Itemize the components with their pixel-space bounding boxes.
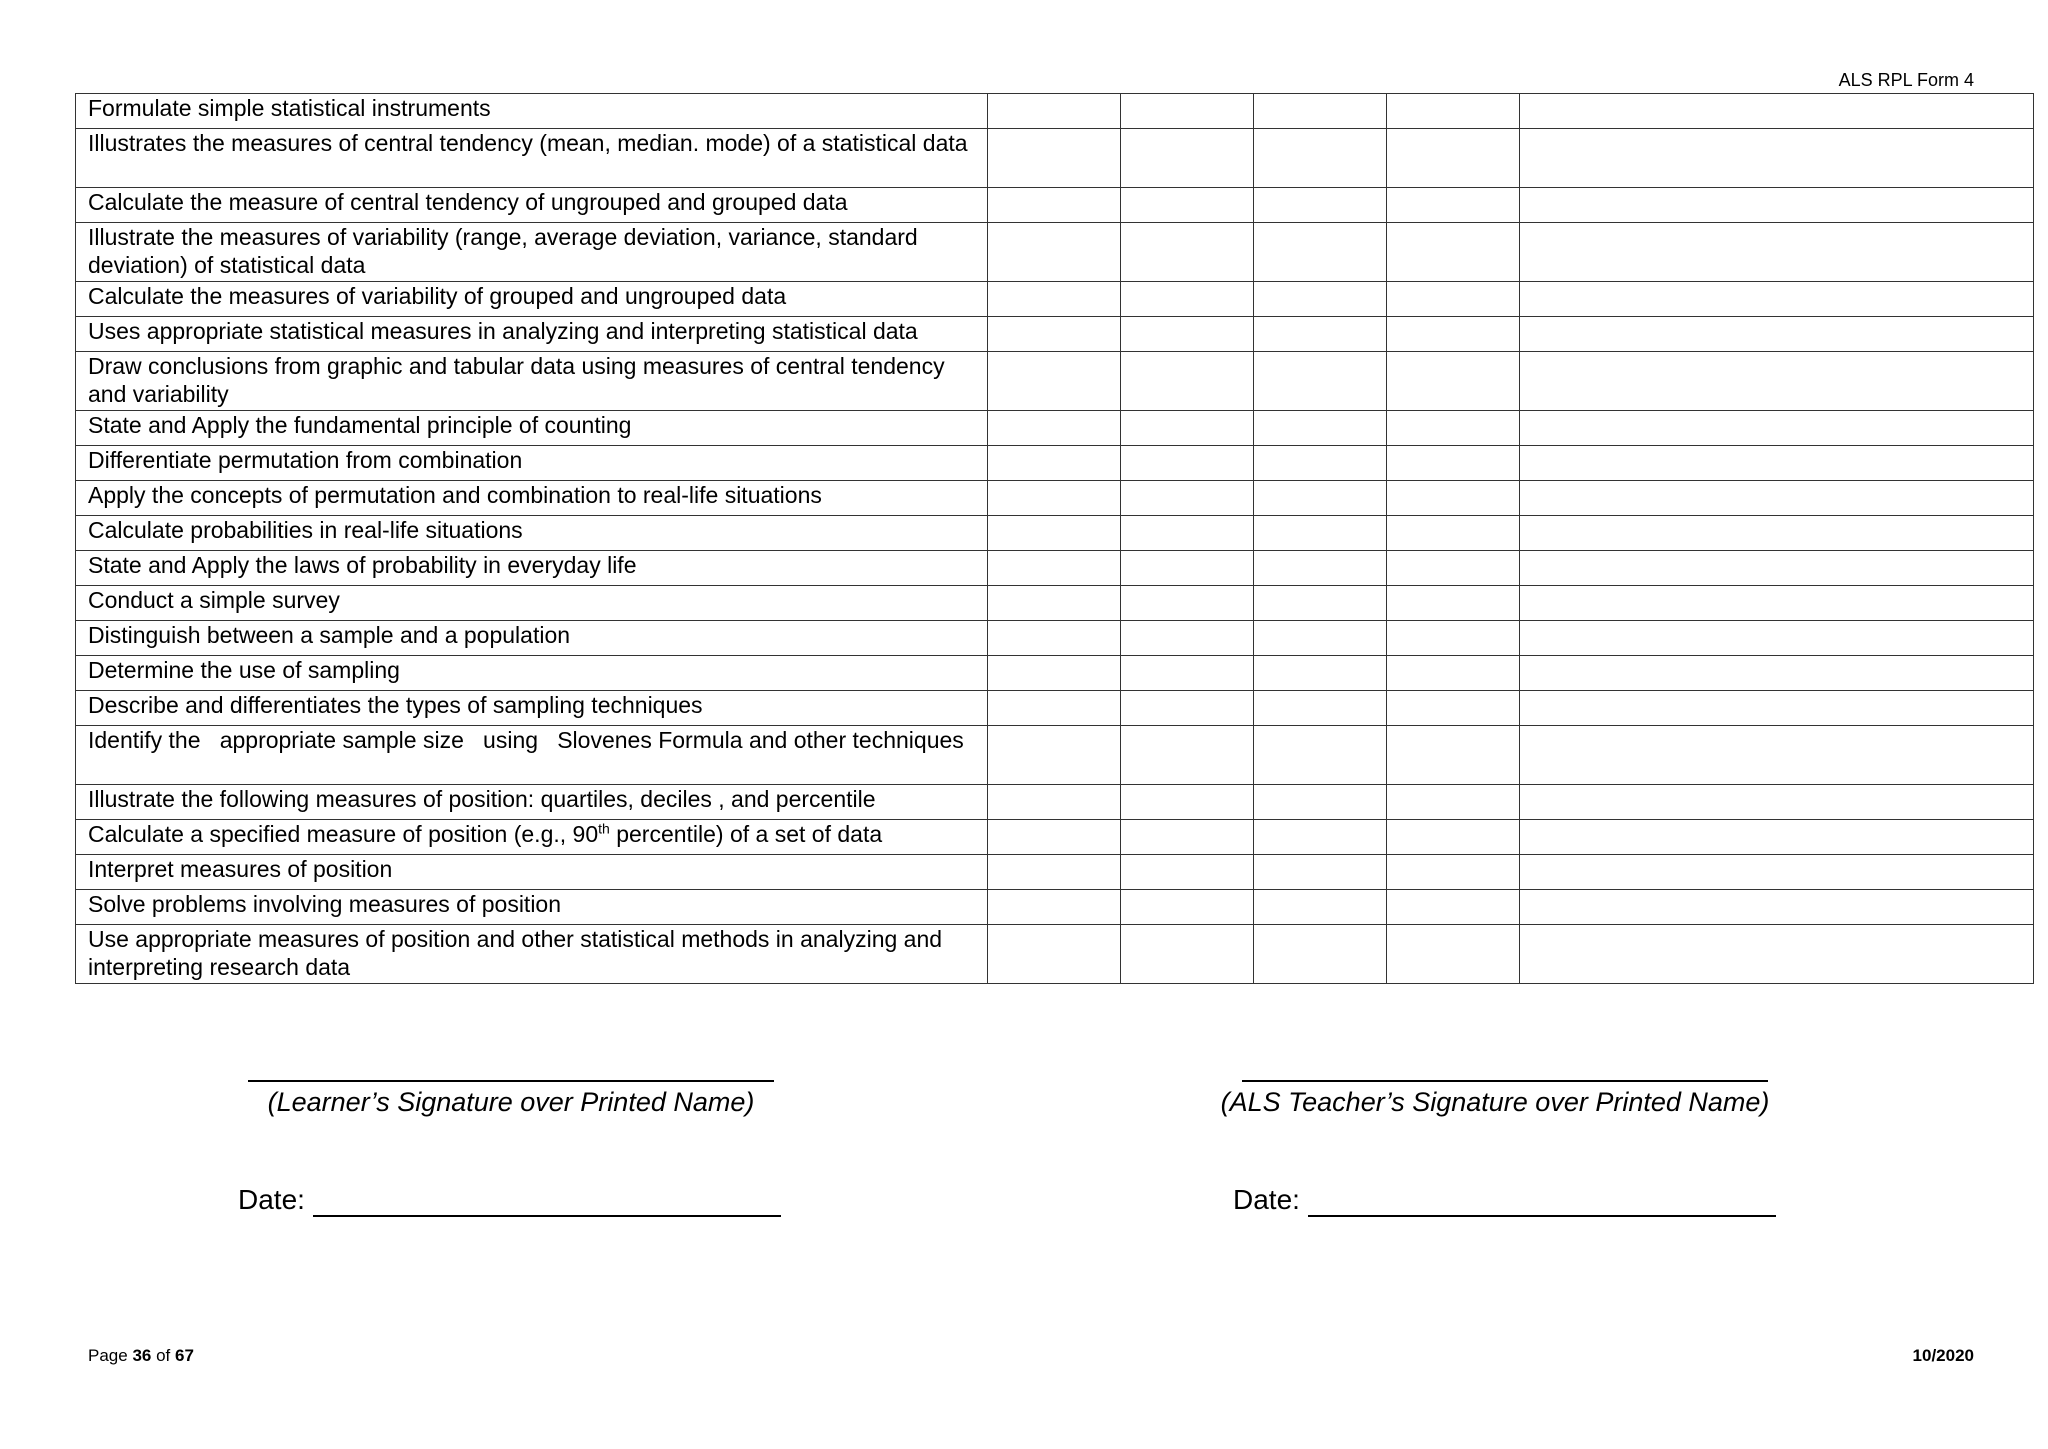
checklist-cell[interactable] bbox=[988, 317, 1121, 352]
checklist-cell[interactable] bbox=[1254, 820, 1387, 855]
checklist-cell[interactable] bbox=[1121, 820, 1254, 855]
checklist-cell[interactable] bbox=[1121, 129, 1254, 188]
remarks-cell[interactable] bbox=[1520, 586, 2034, 621]
checklist-cell[interactable] bbox=[1254, 656, 1387, 691]
checklist-cell[interactable] bbox=[1254, 516, 1387, 551]
learner-signature-line[interactable] bbox=[248, 1080, 774, 1082]
checklist-cell[interactable] bbox=[1254, 317, 1387, 352]
teacher-signature-caption: (ALS Teacher’s Signature over Printed Name) bbox=[1220, 1087, 1770, 1117]
checklist-cell[interactable] bbox=[988, 855, 1121, 890]
checklist-cell[interactable] bbox=[1121, 785, 1254, 820]
checklist-cell[interactable] bbox=[1121, 691, 1254, 726]
checklist-cell[interactable] bbox=[1387, 94, 1520, 129]
checklist-cell[interactable] bbox=[1121, 586, 1254, 621]
table-row bbox=[76, 691, 2034, 726]
competency-text: Apply the concepts of permutation and combination to real-life situations bbox=[76, 481, 988, 516]
table-row bbox=[76, 317, 2034, 352]
competency-text: Describe and differentiates the types of sampling techniques bbox=[76, 691, 988, 726]
table-row bbox=[76, 656, 2034, 691]
checklist-cell[interactable] bbox=[1254, 726, 1387, 785]
remarks-cell[interactable] bbox=[1520, 621, 2034, 656]
learner-date-row bbox=[238, 1183, 781, 1217]
checklist-cell[interactable] bbox=[1387, 352, 1520, 411]
checklist-cell[interactable] bbox=[1387, 129, 1520, 188]
checklist-cell[interactable] bbox=[1121, 188, 1254, 223]
remarks-cell[interactable] bbox=[1520, 785, 2034, 820]
checklist-cell[interactable] bbox=[988, 586, 1121, 621]
competency-text: Distinguish between a sample and a population bbox=[76, 621, 988, 656]
checklist-cell[interactable] bbox=[1121, 352, 1254, 411]
table-row bbox=[76, 586, 2034, 621]
competency-text: State and Apply the fundamental principle of counting bbox=[76, 411, 988, 446]
checklist-cell[interactable] bbox=[988, 691, 1121, 726]
competency-text: Identify the appropriate sample size using Slovenes Formula and other techniques bbox=[76, 726, 988, 785]
checklist-cell[interactable] bbox=[1121, 481, 1254, 516]
remarks-cell[interactable] bbox=[1520, 446, 2034, 481]
table-row bbox=[76, 481, 2034, 516]
checklist-cell[interactable] bbox=[1387, 691, 1520, 726]
checklist-cell[interactable] bbox=[1254, 785, 1387, 820]
checklist-cell[interactable] bbox=[988, 282, 1121, 317]
checklist-cell[interactable] bbox=[1254, 481, 1387, 516]
checklist-cell[interactable] bbox=[1387, 820, 1520, 855]
checklist-cell[interactable] bbox=[1387, 656, 1520, 691]
table-row bbox=[76, 411, 2034, 446]
checklist-cell[interactable] bbox=[1387, 586, 1520, 621]
competency-text: Calculate probabilities in real-life situations bbox=[76, 516, 988, 551]
competency-text: Interpret measures of position bbox=[76, 855, 988, 890]
revision-date: 10/2020 bbox=[1912, 1346, 1974, 1365]
checklist-cell[interactable] bbox=[1387, 188, 1520, 223]
form-code: ALS RPL Form 4 bbox=[1838, 70, 1974, 90]
table-row bbox=[76, 446, 2034, 481]
checklist-cell[interactable] bbox=[1254, 855, 1387, 890]
teacher-date-row bbox=[1233, 1183, 1776, 1217]
checklist-cell[interactable] bbox=[1121, 726, 1254, 785]
competency-text bbox=[76, 820, 988, 855]
checklist-cell[interactable] bbox=[1121, 656, 1254, 691]
checklist-cell[interactable] bbox=[1121, 621, 1254, 656]
competency-text-part: Calculate a specified measure of position (e.g., 90 bbox=[88, 821, 599, 847]
page-total: 67 bbox=[174, 1346, 194, 1365]
learner-signature-block bbox=[246, 1080, 776, 1119]
teacher-signature-line[interactable] bbox=[1242, 1080, 1768, 1082]
page-prefix: Page bbox=[88, 1346, 133, 1365]
date-label: Date: bbox=[1233, 1184, 1300, 1215]
checklist-cell[interactable] bbox=[1387, 411, 1520, 446]
checklist-cell[interactable] bbox=[1387, 516, 1520, 551]
checklist-cell[interactable] bbox=[1254, 586, 1387, 621]
checklist-cell[interactable] bbox=[1387, 726, 1520, 785]
checklist-cell[interactable] bbox=[988, 446, 1121, 481]
checklist-cell[interactable] bbox=[1254, 94, 1387, 129]
checklist-cell[interactable] bbox=[988, 890, 1121, 925]
page-current: 36 bbox=[132, 1346, 152, 1365]
learner-date-field[interactable] bbox=[313, 1188, 781, 1217]
checklist-cell[interactable] bbox=[1254, 282, 1387, 317]
checklist-cell[interactable] bbox=[988, 411, 1121, 446]
teacher-date-field[interactable] bbox=[1308, 1188, 1776, 1217]
checklist-cell[interactable] bbox=[1254, 925, 1387, 984]
table-row bbox=[76, 820, 2034, 855]
remarks-cell[interactable] bbox=[1520, 691, 2034, 726]
checklist-cell[interactable] bbox=[988, 621, 1121, 656]
checklist-cell[interactable] bbox=[1254, 621, 1387, 656]
checklist-cell[interactable] bbox=[1387, 925, 1520, 984]
checklist-cell[interactable] bbox=[988, 129, 1121, 188]
table-row bbox=[76, 551, 2034, 586]
table-row bbox=[76, 223, 2034, 282]
remarks-cell[interactable] bbox=[1520, 855, 2034, 890]
checklist-cell[interactable] bbox=[1387, 621, 1520, 656]
checklist-cell[interactable] bbox=[1121, 890, 1254, 925]
table-row bbox=[76, 352, 2034, 411]
checklist-cell[interactable] bbox=[1121, 317, 1254, 352]
teacher-signature-block bbox=[1220, 1080, 1770, 1119]
checklist-cell[interactable] bbox=[1387, 481, 1520, 516]
checklist-cell[interactable] bbox=[1387, 446, 1520, 481]
table-row bbox=[76, 621, 2034, 656]
checklist-cell[interactable] bbox=[1121, 446, 1254, 481]
competency-text: Calculate the measures of variability of grouped and ungrouped data bbox=[76, 282, 988, 317]
checklist-cell[interactable] bbox=[988, 551, 1121, 586]
learner-signature-caption: (Learner’s Signature over Printed Name) bbox=[267, 1087, 755, 1117]
remarks-cell[interactable] bbox=[1520, 820, 2034, 855]
table-row bbox=[76, 282, 2034, 317]
remarks-cell[interactable] bbox=[1520, 925, 2034, 984]
table-row bbox=[76, 188, 2034, 223]
competency-text: Solve problems involving measures of position bbox=[76, 890, 988, 925]
checklist-cell[interactable] bbox=[988, 352, 1121, 411]
checklist-cell[interactable] bbox=[988, 481, 1121, 516]
checklist-cell[interactable] bbox=[1121, 516, 1254, 551]
checklist-cell[interactable] bbox=[988, 223, 1121, 282]
table-row bbox=[76, 785, 2034, 820]
checklist-cell[interactable] bbox=[1254, 446, 1387, 481]
remarks-cell[interactable] bbox=[1520, 551, 2034, 586]
competency-text: Illustrate the measures of variability (range, average deviation, variance, standard deviation) of statistical data bbox=[76, 223, 988, 282]
remarks-cell[interactable] bbox=[1520, 656, 2034, 691]
competency-text: Calculate the measure of central tendency of ungrouped and grouped data bbox=[76, 188, 988, 223]
competency-text: State and Apply the laws of probability in everyday life bbox=[76, 551, 988, 586]
table-row bbox=[76, 925, 2034, 984]
competency-text: Uses appropriate statistical measures in analyzing and interpreting statistical data bbox=[76, 317, 988, 352]
remarks-cell[interactable] bbox=[1520, 352, 2034, 411]
checklist-cell[interactable] bbox=[1121, 223, 1254, 282]
checklist-cell[interactable] bbox=[1121, 411, 1254, 446]
remarks-cell[interactable] bbox=[1520, 516, 2034, 551]
checklist-cell[interactable] bbox=[1387, 223, 1520, 282]
checklist-cell[interactable] bbox=[988, 656, 1121, 691]
checklist-cell[interactable] bbox=[1254, 352, 1387, 411]
table-row bbox=[76, 726, 2034, 785]
date-label: Date: bbox=[238, 1184, 305, 1215]
checklist-cell[interactable] bbox=[988, 785, 1121, 820]
remarks-cell[interactable] bbox=[1520, 94, 2034, 129]
checklist-cell[interactable] bbox=[988, 94, 1121, 129]
competency-text-part: percentile) of a set of data bbox=[609, 821, 883, 847]
checklist-cell[interactable] bbox=[988, 820, 1121, 855]
checklist-cell[interactable] bbox=[1254, 551, 1387, 586]
remarks-cell[interactable] bbox=[1520, 411, 2034, 446]
competency-text: Illustrates the measures of central tendency (mean, median. mode) of a statistical data bbox=[76, 129, 988, 188]
competency-text: Draw conclusions from graphic and tabular data using measures of central tendency and variability bbox=[76, 352, 988, 411]
checklist-cell[interactable] bbox=[1254, 890, 1387, 925]
ordinal-superscript: th bbox=[598, 820, 610, 837]
remarks-cell[interactable] bbox=[1520, 726, 2034, 785]
checklist-cell[interactable] bbox=[1254, 411, 1387, 446]
remarks-cell[interactable] bbox=[1520, 890, 2034, 925]
competency-text: Formulate simple statistical instruments bbox=[76, 94, 988, 129]
remarks-cell[interactable] bbox=[1520, 129, 2034, 188]
page-number bbox=[88, 1346, 194, 1366]
remarks-cell[interactable] bbox=[1520, 223, 2034, 282]
remarks-cell[interactable] bbox=[1520, 188, 2034, 223]
checklist-cell[interactable] bbox=[1387, 551, 1520, 586]
table-row bbox=[76, 129, 2034, 188]
checklist-cell[interactable] bbox=[1121, 282, 1254, 317]
checklist-cell[interactable] bbox=[988, 516, 1121, 551]
competency-text: Illustrate the following measures of position: quartiles, deciles , and percentile bbox=[76, 785, 988, 820]
checklist-cell[interactable] bbox=[1387, 855, 1520, 890]
checklist-cell[interactable] bbox=[988, 726, 1121, 785]
checklist-cell[interactable] bbox=[1254, 223, 1387, 282]
checklist-cell[interactable] bbox=[1387, 890, 1520, 925]
competency-text: Conduct a simple survey bbox=[76, 586, 988, 621]
competency-text: Determine the use of sampling bbox=[76, 656, 988, 691]
page-separator: of bbox=[151, 1346, 175, 1365]
competency-text: Differentiate permutation from combination bbox=[76, 446, 988, 481]
checklist-cell[interactable] bbox=[1387, 317, 1520, 352]
remarks-cell[interactable] bbox=[1520, 481, 2034, 516]
checklist-cell[interactable] bbox=[1121, 855, 1254, 890]
checklist-cell[interactable] bbox=[1121, 94, 1254, 129]
checklist-cell[interactable] bbox=[1121, 551, 1254, 586]
checklist-cell[interactable] bbox=[988, 188, 1121, 223]
table-row bbox=[76, 855, 2034, 890]
checklist-cell[interactable] bbox=[1387, 785, 1520, 820]
table-row bbox=[76, 890, 2034, 925]
checklist-cell[interactable] bbox=[1254, 129, 1387, 188]
checklist-cell[interactable] bbox=[1254, 188, 1387, 223]
competency-checklist-table bbox=[75, 93, 2034, 984]
remarks-cell[interactable] bbox=[1520, 282, 2034, 317]
checklist-cell[interactable] bbox=[1121, 925, 1254, 984]
table-row bbox=[76, 94, 2034, 129]
remarks-cell[interactable] bbox=[1520, 317, 2034, 352]
checklist-cell[interactable] bbox=[1387, 282, 1520, 317]
table-row bbox=[76, 516, 2034, 551]
competency-text: Use appropriate measures of position and other statistical methods in analyzing and interpreting research data bbox=[76, 925, 988, 984]
checklist-cell[interactable] bbox=[988, 925, 1121, 984]
checklist-cell[interactable] bbox=[1254, 691, 1387, 726]
